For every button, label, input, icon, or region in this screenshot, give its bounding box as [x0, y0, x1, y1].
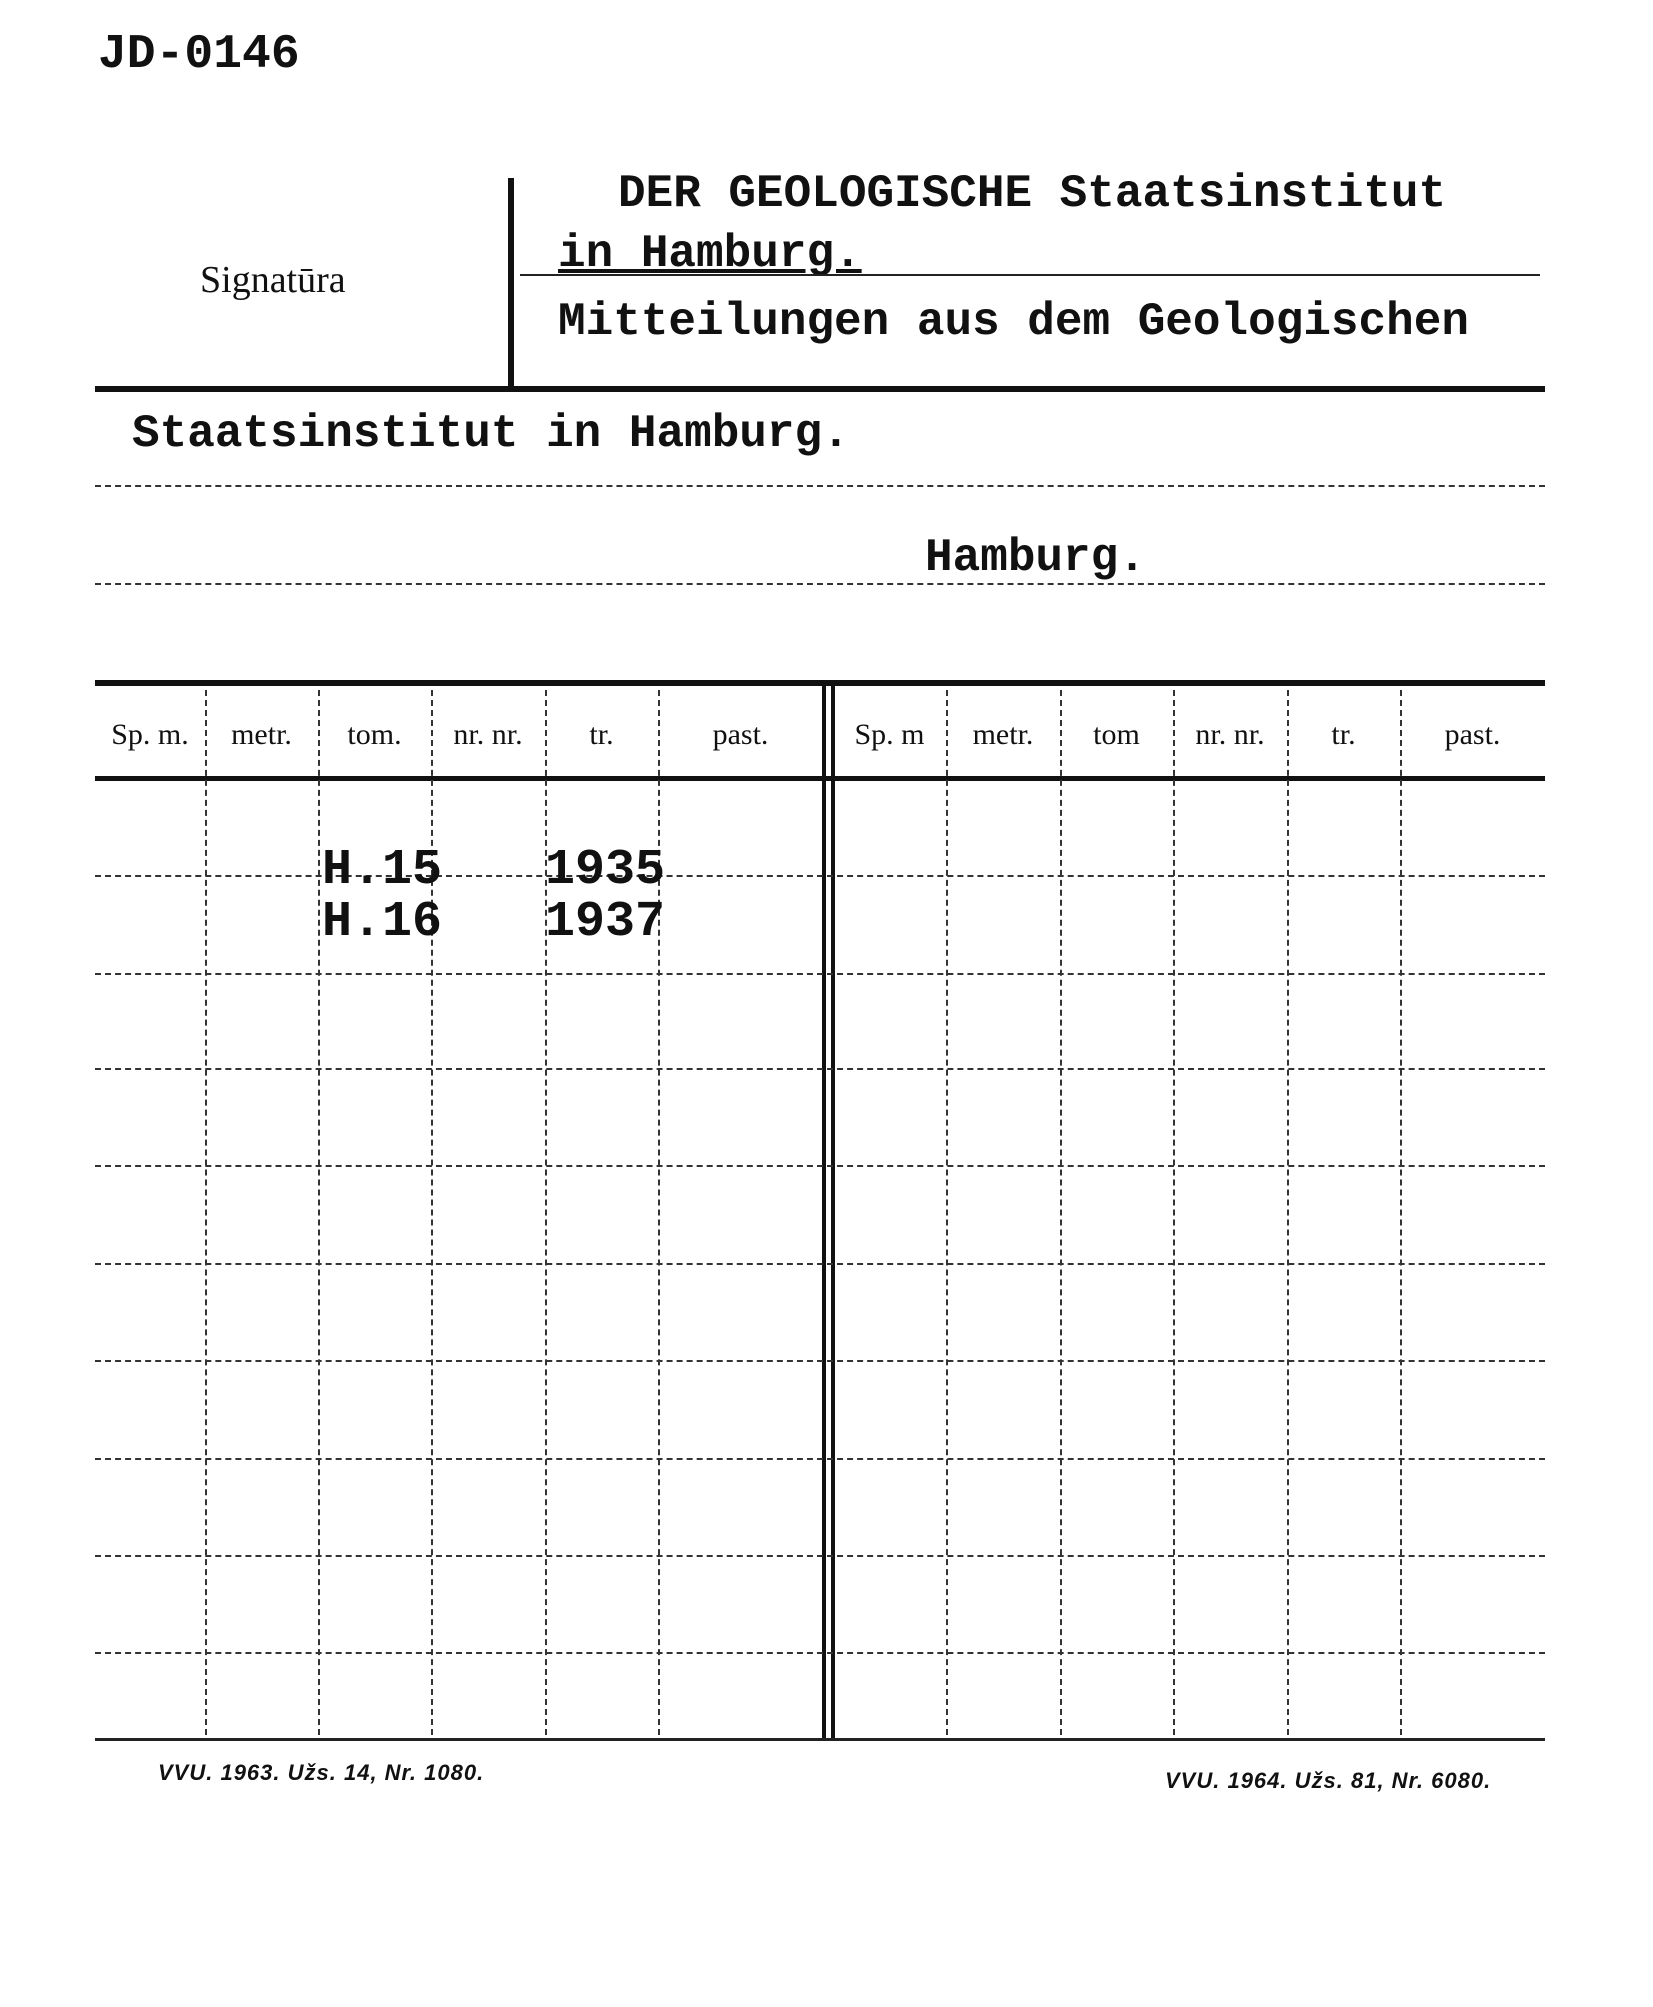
hdr-left-metr: metr.	[231, 718, 292, 751]
hdr-left-past: past.	[712, 718, 769, 751]
title-line-4: Staatsinstitut in Hamburg.	[132, 408, 850, 460]
card-id: JD-0146	[98, 28, 300, 82]
row-line	[95, 875, 1545, 877]
row-line	[95, 1360, 1545, 1362]
place: Hamburg.	[925, 532, 1146, 584]
table-header-rule	[95, 776, 1545, 781]
title-line-3: Mitteilungen aus dem Geologischen	[558, 296, 1469, 348]
title-rule	[520, 274, 1540, 276]
signature-divider	[508, 178, 514, 388]
row-line	[95, 1458, 1545, 1460]
col-line	[1173, 690, 1175, 1735]
hdr-left-nrnr: nr. nr.	[453, 718, 523, 751]
table-top-rule	[95, 680, 1545, 686]
col-line	[205, 690, 207, 1735]
col-line	[946, 690, 948, 1735]
hdr-right-tom: tom	[1093, 718, 1140, 751]
title-line-2: in Hamburg.	[558, 228, 862, 280]
row-line	[95, 973, 1545, 975]
dotted-rule-1	[95, 485, 1545, 487]
center-divider-a	[822, 684, 826, 1739]
col-line	[1400, 690, 1402, 1735]
hdr-right-nrnr: nr. nr.	[1195, 718, 1265, 751]
signature-label: Signatūra	[200, 259, 346, 301]
hdr-right-tr: tr.	[1331, 718, 1356, 751]
row-line	[95, 1165, 1545, 1167]
col-line	[318, 690, 320, 1735]
hdr-right-spm: Sp. m	[854, 718, 925, 751]
col-line	[1287, 690, 1289, 1735]
entry-2-tom: H.16	[322, 894, 443, 951]
header-rule	[95, 386, 1545, 392]
row-line	[95, 1068, 1545, 1070]
row-line	[95, 1652, 1545, 1654]
title-line-1: DER GEOLOGISCHE Staatsinstitut	[618, 168, 1447, 220]
center-divider-b	[831, 684, 835, 1739]
hdr-right-metr: metr.	[972, 718, 1034, 751]
table-bottom-rule	[95, 1738, 1545, 1741]
dotted-rule-2	[95, 583, 1545, 585]
entry-2-tr: 1937	[545, 894, 666, 951]
hdr-left-tr: tr.	[589, 718, 614, 751]
entry-1-tr: 1935	[545, 842, 666, 899]
hdr-right-past: past.	[1444, 718, 1501, 751]
entry-1-tom: H.15	[322, 842, 443, 899]
hdr-left-spm: Sp. m.	[111, 718, 189, 751]
row-line	[95, 1555, 1545, 1557]
footnote-right: VVU. 1964. Užs. 81, Nr. 6080.	[1165, 1768, 1492, 1793]
col-line	[1060, 690, 1062, 1735]
row-line	[95, 1263, 1545, 1265]
hdr-left-tom: tom.	[347, 718, 402, 751]
footnote-left: VVU. 1963. Užs. 14, Nr. 1080.	[158, 1760, 485, 1785]
